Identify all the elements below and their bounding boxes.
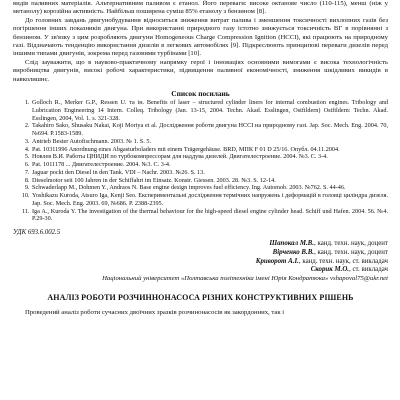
paragraph-1: видів паливних матеріалів. Альтернативним паливом є етанол. Його переваги: високе октанове число (110-115), менш (ніж у метанолу) корозійна активність. Найбільш поширена суміш 85% етанолу з бензином [8]. <box>13 0 388 16</box>
author-name: Скорик М.О. <box>310 266 350 274</box>
author-list <box>13 240 388 275</box>
reference-item: 5. Новлев В.И. Работы ЦНИДИ по турбокомпрессорам для наддува дизелей. Двигателестроение. 2004. №3. С. 3-4. <box>31 153 388 161</box>
reference-item: 10. Yoshikazu Kuroda, Atsuro Iga, Kenji Seo. Експериментальні дослідження термічних напружень і деформацій в головці циліндра дизеля. Jap. Soc. Mech. Eng. 2003. 69, №686. P. 2388-2395. <box>31 192 388 208</box>
reference-item: 11. Iga A., Kuroda Y. The investigation of the thermal behaviour for the high-speed diesel engine cylinder head. Schiff und Hafen. 2004. 56. №4. P.29-30. <box>31 208 388 224</box>
affiliation: Національний університет «Полтавська політехніка імені Юрія Кондратюка» vshapoval75@ukr.net <box>102 275 388 283</box>
author-line <box>13 240 388 249</box>
reference-item: 2. Takahiro Sako, Shusaku Nakai, Koji Moriya et al. Дослідження роботи двигуна HCCI на природному газі. Jap. Soc. Mech. Eng. 2004. 70, №694. P.1583-1589. <box>31 122 388 138</box>
references-heading: Список посилань <box>171 89 230 99</box>
reference-item: 3. Antrieb Bester Autofischmann. 2003. № 1. S. 5. <box>31 138 388 146</box>
paper-title: АНАЛІЗ РОБОТИ РОЗЧИННОНАСОСА РІЗНИХ КОНСТРУКТИВНИХ РІШЕНЬ <box>47 292 354 302</box>
author-name: Криворот А.І. <box>255 257 299 265</box>
reference-item: 7. Jaguar pockt den Diesel in den Tank. VDI – Nachr. 2003. №26. S. 13. <box>31 169 388 177</box>
reference-item: 9. Schwaderlapp M., Dohmen Y., Andraos N. Base engine design improves fuel efficiency. Ing. Automob. 2003. №762. S. 44-46. <box>31 184 388 192</box>
author-line <box>13 258 388 267</box>
reference-item: 8. Dieselmotor seit 100 Jahren in der Schiffahrt im Einsatz. Konstr. Giessen. 2003. 28. №3. S. 12-14. <box>31 177 388 185</box>
author-title: , ст. викладач <box>349 266 388 274</box>
author-line <box>13 266 388 275</box>
author-name: Вірченко В.В. <box>272 248 315 256</box>
author-title: , канд. техн. наук, доцент <box>314 240 388 248</box>
paper-intro: Проведений аналіз роботи сучасних двоїчних зразків розчинонасосів як закордонних, так і <box>25 308 285 316</box>
reference-item: 1. Golloch R., Merker G.P., Ressen U. та ін. Benefits of laser – structured cylinder liners for internal combustion engines. Tribology and Lubrication Engineering 14 Intern. Colleq. Tribology (Jan. 13-15, 2004. Techn. Akad. Esslingen, Ostfildern) Ostfildern: Techn. Akad. Esslingen, 2004, Vol. 1. s. 321-328. <box>31 99 388 122</box>
author-title: , канд. техн. наук, доцент <box>314 248 388 256</box>
author-title: , канд. техн. наук, ст. викладач <box>298 257 388 265</box>
udc-code: УДК 693.6.002.5 <box>13 229 61 237</box>
reference-item: 6. Pat. 1011178 ... Двигателестроение. 2004. №3. С. 3-4. <box>31 161 388 169</box>
reference-item: 4. Pat. 10311996 Anordnung eines Abgasturboladers mit einem Trägergehäuse. BRD, MПК F 01 D 25/16. Опубл. 04.11.2004. <box>31 146 388 154</box>
author-line <box>13 249 388 258</box>
paragraph-2: До головних завдань двигунобудування відноситься зниження витрат палива і зменшення токсичності вихлопних газів без погіршення інших показників двигуна. При використанні природного газу істотно знижується токсичність ВГ в порівнянні з бензином. У зв'язку з цим розробляють двигуни Homogeneous Charge Compression Ignition (HCCI), які працюють на природному газі. Відзначають тенденцію використання дизелів в легкових автомобілях [9]. Підкреслюють принципові переваги дизелів перед іншими типами двигунів, зокрема перед газовими турбінами [10]. <box>13 16 388 58</box>
paragraph-3: Слід зауважити, що в науково-практичному напрямку герої і інноваціях основними вимогами є висока технологічність виробництва двигунів, високі робочі характеристики, підвищення паливної економічності, зниження шкідливих викидів в навколишнє. <box>13 58 388 83</box>
references-list <box>13 99 388 223</box>
author-name: Шапокал М.В. <box>269 240 315 248</box>
